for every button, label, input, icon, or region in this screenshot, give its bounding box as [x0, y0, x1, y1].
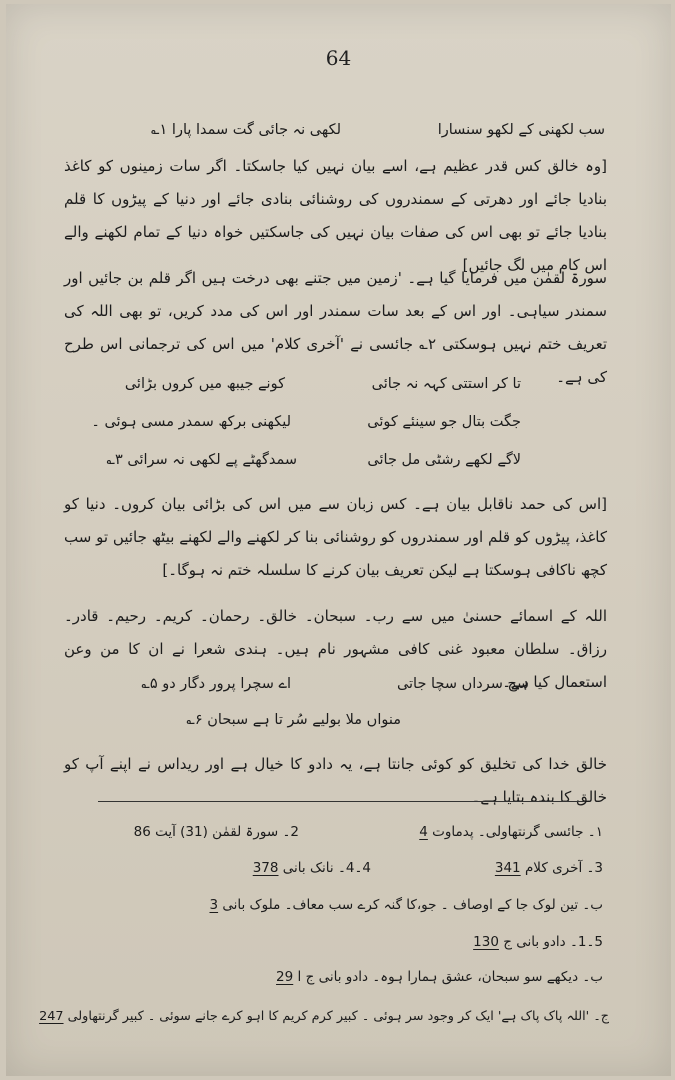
footnote-1-ref: 4	[419, 824, 428, 840]
footnote-j-text: ج۔ 'اللہ پاک پاک ہے' ایک کر وجود سر ہوئی ۔ کبیر کرم کریم کا اہو کرے جانے سوئی ۔ کبیر گرنتھاولی	[67, 1009, 609, 1024]
footnote-4-text: 4۔4۔ نانک بانی	[282, 860, 371, 876]
footnote-5-text: 5۔1۔ دادو بانی ج	[503, 934, 603, 950]
footnote-5	[473, 934, 603, 950]
verse4: منواں ملا بولیے سُر تا ہے سبحان ۶؎	[186, 712, 401, 728]
footnote-b1	[209, 897, 603, 913]
verse3-left: اے سچرا پرور دگار دو ۵؎	[141, 676, 291, 692]
verse2-line1-right: تا کر استتی کہہ نہ جائی	[371, 376, 521, 392]
footnote-1	[419, 824, 603, 840]
book-page	[6, 4, 671, 1076]
footnote-b2	[276, 969, 603, 985]
paragraph-5: خالق خدا کی تخلیق کو کوئی جانتا ہے، یہ دادو کا خیال ہے اور ریداس نے اپنے آپ کو خالق کا بندہ بتایا ہے۔	[64, 755, 607, 806]
paragraph-4: اللہ کے اسمائے حسنیٰ میں سے رب۔ سبحان۔ خالق۔ رحمان۔ کریم۔ رحیم۔ قادر۔ رزاق۔ سلطان معبود غنی کافی مشہور نام ہیں۔ ہندی شعرا نے ان کا من وعن استعمال کیا ہے۔	[64, 607, 607, 691]
paragraph-3: [اس کی حمد ناقابل بیان ہے۔ کس زبان سے میں اس کی بڑائی بیان کروں۔ دنیا کو کاغذ، پیڑوں کو قلم اور سمندروں کو روشنائی بنا کر لکھنے والے لکھنے بیٹھ جائیں تو سب کچھ ناکافی ہوسکتا ہے لیکن تعریف بیان کرنے کا سلسلہ ختم نہ ہوگا۔]	[64, 495, 607, 579]
paragraph-2: سورۃ لقمٰن میں فرمایا گیا ہے۔ 'زمین میں جتنے بھی درخت ہیں اگر قلم بن جائیں اور سمندر سیاہی۔ اور اس کے بعد سات سمندر اور اس کی مدد کریں، تو بھی اللہ کی تعریف ختم نہیں ہوسکتی ۲؎ جائسی نے 'آخری کلام' میں اس کی ترجمانی اس طرح کی ہے۔	[64, 269, 607, 386]
verse3-right: سچ سرداں سچا جاتی	[396, 676, 529, 692]
paragraph-1: [وہ خالق کس قدر عظیم ہے، اسے بیان نہیں کیا جاسکتا۔ اگر سات زمینوں کو کاغذ بنادیا جائے اور دھرتی کے سمندروں کی روشنائی بنادی جائے اور دنیا کے پیڑوں کا قلم بنادیا جائے تو بھی اس کی صفات بیان نہیں کی جاسکتیں خواہ دنیا کے تمام لکھنے والے اس کام میں لگ جائیں]	[64, 157, 607, 274]
footnote-b1-text: ب۔ تین لوک جا کے اوصاف ۔ جو،کا گنہ کرے سب معاف۔ ملوک بانی	[222, 897, 603, 913]
page-number: 64	[325, 46, 352, 70]
footnote-1-text: ۱۔ جائسی گرنتھاولی۔ پدماوت	[432, 824, 603, 840]
verse2-line1-left: کونے جیبھ میں کروں بڑائی	[124, 376, 285, 392]
verse1-left: لکھی نہ جائی گت سمدا پارا ۱؎	[151, 122, 341, 138]
footnote-j	[39, 1008, 609, 1024]
footnote-j-ref: 247	[39, 1009, 64, 1024]
verse2-line2-right: جگت بتال جو سینئے کوئی	[367, 414, 521, 430]
footnote-5-ref: 130	[473, 934, 499, 950]
footnote-2: 2۔ سورۃ لقمٰن (31) آیت 86	[133, 824, 299, 840]
footnote-b1-ref: 3	[209, 897, 219, 913]
footnote-4	[253, 860, 371, 876]
footnote-divider	[98, 801, 584, 802]
footnote-3-ref: 341	[494, 860, 521, 876]
footnote-3	[495, 860, 603, 876]
footnote-b2-text: ب۔ دیکھے سو سبحان، عشق ہمارا ہوہ۔ دادو بانی ج ا	[297, 969, 603, 985]
verse2-line2-left: لیکھنی برکھ سمدر مسی ہوئی ۔	[91, 414, 291, 430]
verse2-line3-left: سمدگھٹے پے لکھی نہ سرائی ۳؎	[106, 452, 297, 468]
footnote-b2-ref: 29	[276, 969, 294, 985]
verse1-right: سب لکھنی کے لکھو سنسارا	[437, 122, 605, 138]
footnote-3-text: 3۔ آخری کلام	[524, 860, 603, 876]
footnote-4-ref: 378	[252, 860, 279, 876]
verse2-line3-right: لاگے لکھے رشٹی مل جائی	[367, 452, 521, 468]
